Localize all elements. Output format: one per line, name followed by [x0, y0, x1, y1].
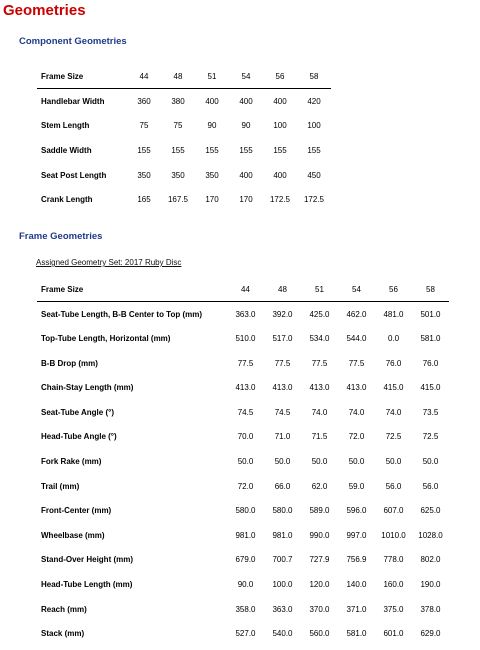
table-cell: 155 — [171, 145, 185, 155]
table-cell: 392.0 — [272, 309, 293, 319]
table-cell: 50.0 — [237, 456, 254, 466]
table-cell: 50.0 — [385, 456, 402, 466]
frame-size-column-header: 54 — [229, 64, 263, 89]
table-cell: 727.9 — [309, 555, 330, 565]
table-cell: 413.0 — [309, 383, 330, 393]
table-cell: 756.9 — [346, 555, 367, 565]
table-cell: 400 — [273, 170, 287, 180]
table-cell: 350 — [137, 170, 151, 180]
table-cell: 581.0 — [420, 333, 441, 343]
page-title: Geometries — [3, 2, 86, 19]
table-cell: 74.0 — [311, 407, 328, 417]
table-cell: 581.0 — [346, 629, 367, 639]
table-cell: 400 — [273, 96, 287, 106]
row-label: Stand-Over Height (mm) — [41, 555, 134, 565]
table-cell: 155 — [307, 145, 321, 155]
table-cell: 75 — [139, 121, 149, 131]
table-cell: 415.0 — [420, 383, 441, 393]
table-cell: 350 — [205, 170, 219, 180]
table-cell: 66.0 — [274, 481, 291, 491]
table-cell: 629.0 — [420, 629, 441, 639]
table-cell: 981.0 — [235, 530, 256, 540]
table-cell: 589.0 — [309, 506, 330, 516]
table-cell: 360 — [137, 96, 151, 106]
table-cell: 1010.0 — [381, 530, 406, 540]
table-cell: 50.0 — [348, 456, 365, 466]
table-header-row — [37, 277, 449, 302]
table-header-row — [37, 64, 331, 89]
table-row — [37, 351, 449, 376]
row-label: Saddle Width — [41, 145, 92, 155]
table-cell: 70.0 — [237, 432, 254, 442]
table-cell: 155 — [205, 145, 219, 155]
table-cell: 420 — [307, 96, 321, 106]
row-label: B-B Drop (mm) — [41, 358, 98, 368]
table-cell: 100.0 — [272, 579, 293, 589]
frame-size-column-header: 44 — [127, 64, 161, 89]
table-cell: 56.0 — [385, 481, 402, 491]
table-cell: 501.0 — [420, 309, 441, 319]
table-row — [37, 498, 449, 523]
table-cell: 90.0 — [237, 579, 254, 589]
table-row — [37, 375, 449, 400]
table-cell: 540.0 — [272, 629, 293, 639]
table-cell: 74.5 — [237, 407, 254, 417]
table-cell: 155 — [273, 145, 287, 155]
table-cell: 363.0 — [235, 309, 256, 319]
table-cell: 100 — [273, 121, 287, 131]
table-cell: 607.0 — [383, 506, 404, 516]
frame-geometries-table — [37, 277, 449, 646]
table-cell: 74.5 — [274, 407, 291, 417]
table-row — [37, 597, 449, 622]
row-label: Head-Tube Length (mm) — [41, 579, 133, 589]
table-cell: 155 — [137, 145, 151, 155]
table-cell: 90 — [241, 121, 251, 131]
table-row — [37, 474, 449, 499]
table-cell: 167.5 — [167, 195, 189, 205]
table-cell: 363.0 — [272, 604, 293, 614]
table-cell: 50.0 — [422, 456, 439, 466]
table-cell: 580.0 — [235, 506, 256, 516]
table-cell: 400 — [239, 170, 253, 180]
table-cell: 140.0 — [346, 579, 367, 589]
table-cell: 679.0 — [235, 555, 256, 565]
table-cell: 400 — [205, 96, 219, 106]
table-cell: 1028.0 — [418, 530, 443, 540]
row-label: Front-Center (mm) — [41, 506, 112, 516]
frame-size-column-header: 58 — [412, 277, 449, 302]
frame-size-label: Frame Size — [37, 64, 127, 89]
table-cell: 0.0 — [387, 333, 400, 343]
table-cell: 56.0 — [422, 481, 439, 491]
table-cell: 700.7 — [272, 555, 293, 565]
table-cell: 378.0 — [420, 604, 441, 614]
table-row — [37, 138, 331, 163]
frame-size-column-header: 56 — [263, 64, 297, 89]
table-row — [37, 548, 449, 573]
table-row — [37, 523, 449, 548]
table-cell: 75 — [173, 121, 183, 131]
table-cell: 76.0 — [422, 358, 439, 368]
table-cell: 77.5 — [274, 358, 291, 368]
table-cell: 802.0 — [420, 555, 441, 565]
table-cell: 77.5 — [237, 358, 254, 368]
table-cell: 400 — [239, 96, 253, 106]
table-cell: 350 — [171, 170, 185, 180]
table-cell: 413.0 — [272, 383, 293, 393]
table-cell: 77.5 — [348, 358, 365, 368]
row-label: Fork Rake (mm) — [41, 456, 102, 466]
table-cell: 72.5 — [422, 432, 439, 442]
row-label: Handlebar Width — [41, 96, 105, 106]
table-row — [37, 326, 449, 351]
table-cell: 165 — [137, 195, 151, 205]
table-cell: 510.0 — [235, 333, 256, 343]
row-label: Head-Tube Angle (°) — [41, 432, 117, 442]
table-cell: 62.0 — [311, 481, 328, 491]
table-cell: 172.5 — [303, 195, 325, 205]
table-row — [37, 400, 449, 425]
table-cell: 74.0 — [348, 407, 365, 417]
row-label: Seat-Tube Length, B-B Center to Top (mm) — [41, 309, 203, 319]
table-cell: 527.0 — [235, 629, 256, 639]
table-cell: 481.0 — [383, 309, 404, 319]
table-cell: 534.0 — [309, 333, 330, 343]
table-cell: 544.0 — [346, 333, 367, 343]
frame-size-column-header: 58 — [297, 64, 331, 89]
geometry-set-link[interactable]: Assigned Geometry Set: 2017 Ruby Disc — [36, 258, 182, 267]
table-row — [37, 187, 331, 212]
frame-size-column-header: 51 — [195, 64, 229, 89]
row-label: Crank Length — [41, 195, 93, 205]
table-cell: 72.5 — [385, 432, 402, 442]
row-label: Top-Tube Length, Horizontal (mm) — [41, 333, 171, 343]
table-cell: 76.0 — [385, 358, 402, 368]
table-cell: 517.0 — [272, 333, 293, 343]
table-row — [37, 113, 331, 138]
component-geometries-heading: Component Geometries — [19, 36, 127, 47]
table-cell: 358.0 — [235, 604, 256, 614]
table-cell: 72.0 — [348, 432, 365, 442]
table-cell: 596.0 — [346, 506, 367, 516]
table-cell: 990.0 — [309, 530, 330, 540]
row-label: Chain-Stay Length (mm) — [41, 383, 134, 393]
table-cell: 425.0 — [309, 309, 330, 319]
table-cell: 59.0 — [348, 481, 365, 491]
row-label: Reach (mm) — [41, 604, 87, 614]
row-label: Seat-Tube Angle (°) — [41, 407, 114, 417]
table-cell: 413.0 — [346, 383, 367, 393]
table-cell: 415.0 — [383, 383, 404, 393]
frame-size-column-header: 51 — [301, 277, 338, 302]
table-cell: 778.0 — [383, 555, 404, 565]
table-cell: 120.0 — [309, 579, 330, 589]
table-row — [37, 425, 449, 450]
frame-size-label: Frame Size — [37, 277, 227, 302]
frame-geometries-heading: Frame Geometries — [19, 231, 103, 242]
row-label: Seat Post Length — [41, 170, 107, 180]
row-label: Trail (mm) — [41, 481, 80, 491]
table-cell: 380 — [171, 96, 185, 106]
table-cell: 100 — [307, 121, 321, 131]
table-row — [37, 572, 449, 597]
frame-size-column-header: 48 — [264, 277, 301, 302]
table-row — [37, 89, 331, 114]
table-cell: 580.0 — [272, 506, 293, 516]
table-cell: 997.0 — [346, 530, 367, 540]
table-cell: 981.0 — [272, 530, 293, 540]
table-cell: 50.0 — [274, 456, 291, 466]
table-row — [37, 449, 449, 474]
table-cell: 160.0 — [383, 579, 404, 589]
table-cell: 371.0 — [346, 604, 367, 614]
table-cell: 72.0 — [237, 481, 254, 491]
table-cell: 155 — [239, 145, 253, 155]
table-cell: 375.0 — [383, 604, 404, 614]
table-cell: 601.0 — [383, 629, 404, 639]
table-row — [37, 302, 449, 327]
table-cell: 413.0 — [235, 383, 256, 393]
table-cell: 50.0 — [311, 456, 328, 466]
table-cell: 71.0 — [274, 432, 291, 442]
table-cell: 172.5 — [269, 195, 291, 205]
table-cell: 450 — [307, 170, 321, 180]
row-label: Stack (mm) — [41, 629, 85, 639]
frame-size-column-header: 54 — [338, 277, 375, 302]
table-cell: 625.0 — [420, 506, 441, 516]
component-geometries-table — [37, 64, 331, 212]
table-cell: 462.0 — [346, 309, 367, 319]
frame-size-column-header: 44 — [227, 277, 264, 302]
table-cell: 370.0 — [309, 604, 330, 614]
table-cell: 190.0 — [420, 579, 441, 589]
table-cell: 74.0 — [385, 407, 402, 417]
table-row — [37, 621, 449, 646]
table-cell: 560.0 — [309, 629, 330, 639]
row-label: Stem Length — [41, 121, 90, 131]
frame-size-column-header: 56 — [375, 277, 412, 302]
table-cell: 90 — [207, 121, 217, 131]
table-cell: 170 — [205, 195, 219, 205]
table-cell: 71.5 — [311, 432, 328, 442]
frame-size-column-header: 48 — [161, 64, 195, 89]
table-cell: 77.5 — [311, 358, 328, 368]
table-cell: 170 — [239, 195, 253, 205]
table-row — [37, 163, 331, 188]
table-cell: 73.5 — [422, 407, 439, 417]
row-label: Wheelbase (mm) — [41, 530, 105, 540]
